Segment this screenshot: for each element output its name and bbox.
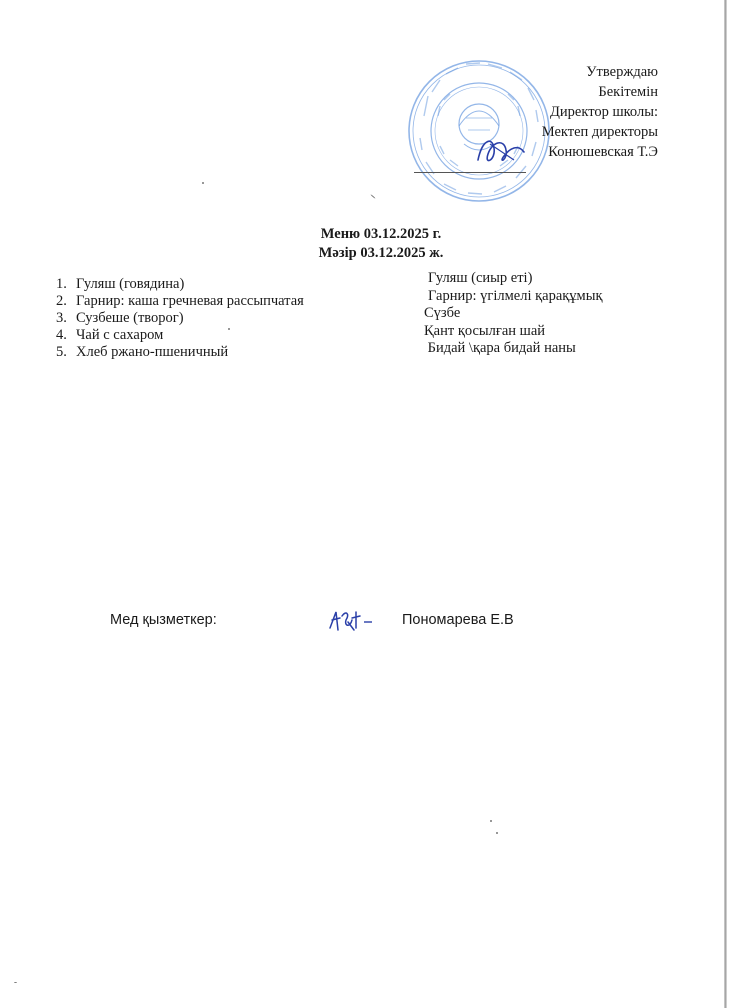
menu-list-ru	[56, 276, 304, 361]
approval-ru: Утверждаю	[586, 64, 658, 80]
approval-block	[542, 62, 658, 162]
med-worker-label: Мед қызметкер:	[110, 612, 217, 628]
menu-item-ru: 4. Чай с сахаром	[56, 327, 164, 343]
scan-speck	[228, 328, 230, 330]
menu-list-kz	[416, 270, 603, 358]
menu-item-kz: Гуляш (сиыр еті)	[428, 270, 533, 286]
director-signature-icon	[470, 130, 530, 170]
director-title-ru: Директор школы:	[550, 104, 658, 120]
scan-speck	[490, 820, 492, 822]
menu-item-kz: Гарнир: үгілмелі қарақұмық	[428, 287, 603, 304]
scan-edge-shadow	[724, 0, 727, 1008]
scan-speck	[202, 182, 204, 184]
approval-kz: Бекітемін	[598, 84, 658, 100]
scan-speck	[14, 982, 17, 983]
scan-speck	[370, 194, 375, 199]
menu-item-kz: Қант қосылған шай	[424, 322, 546, 339]
director-name: Конюшевская Т.Э	[548, 144, 658, 160]
menu-item-ru: 3. Сузбеше (творог)	[56, 310, 184, 326]
menu-title-ru: Меню 03.12.2025 г.	[320, 226, 442, 242]
med-signature-icon	[326, 606, 376, 636]
menu-title-kz: Мәзір 03.12.2025 ж.	[318, 245, 444, 261]
med-worker-name: Пономарева Е.В	[402, 612, 514, 628]
signature-line	[414, 172, 526, 173]
menu-item-kz: Бидай \қара бидай наны	[424, 340, 576, 356]
menu-item-kz: Сүзбе	[424, 305, 461, 321]
menu-item-ru: 2. Гарнир: каша гречневая рассыпчатая	[56, 293, 304, 309]
scan-speck	[496, 832, 498, 834]
menu-item-ru: 1. Гуляш (говядина)	[56, 276, 185, 292]
director-title-kz: Мектеп директоры	[541, 124, 658, 140]
menu-item-ru: 5. Хлеб ржано-пшеничный	[56, 344, 229, 360]
